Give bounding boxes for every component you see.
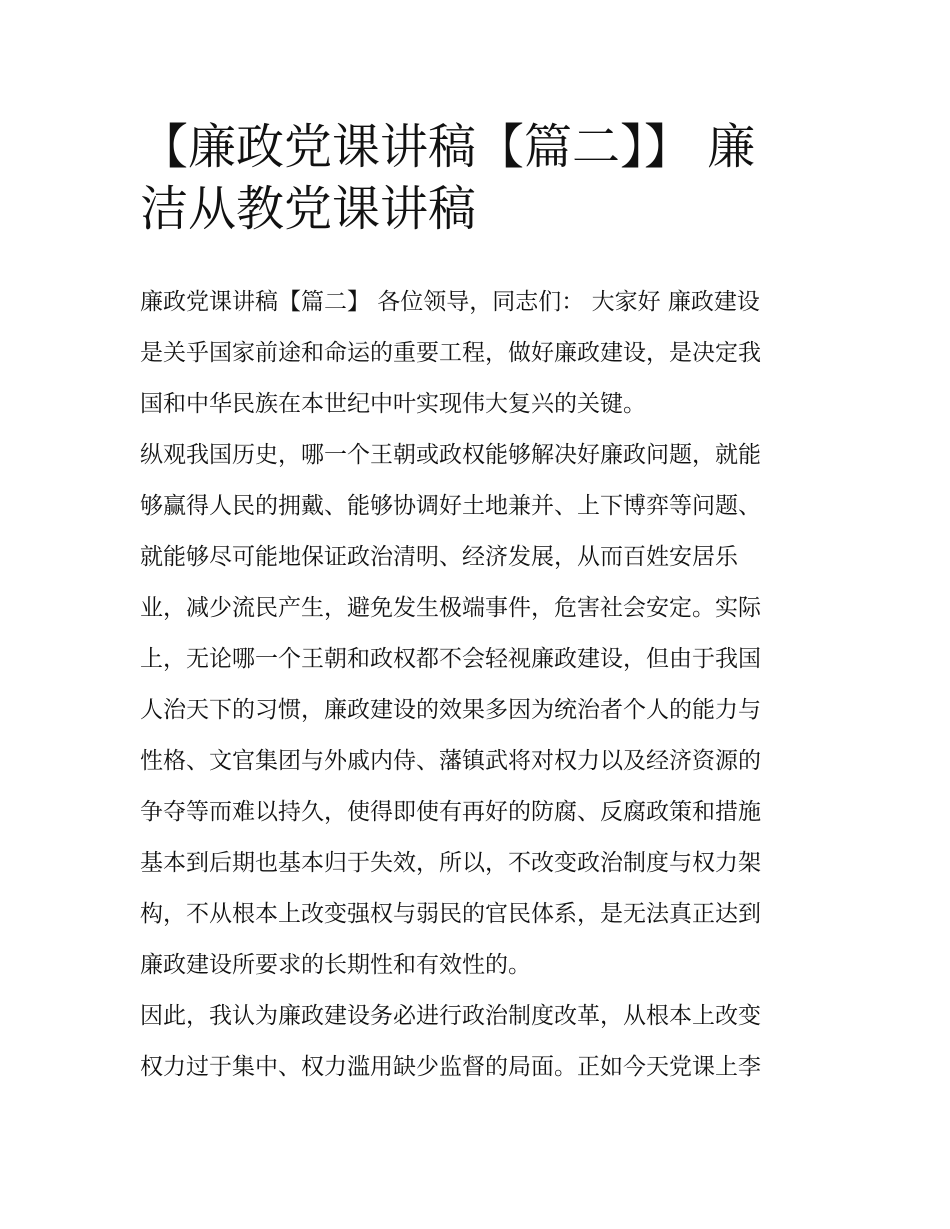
title-line: 【廉政党课讲稿【篇二】】 廉: [140, 119, 756, 175]
text-line: 基本到后期也基本归于失效，所以，不改变政治制度与权力架: [140, 850, 761, 876]
text-line: 够赢得人民的拥戴、能够协调好土地兼并、上下博弈等问题、: [140, 493, 761, 519]
text-line: 廉政党课讲稿【篇二】 各位领导，同志们： 大家好 廉政建设: [140, 289, 760, 315]
document-title: [140, 116, 820, 240]
title-line: 洁从教党课讲稿: [140, 181, 477, 237]
document-body: [140, 277, 820, 1093]
text-line: 性格、文官集团与外戚内侍、藩镇武将对权力以及经济资源的: [140, 748, 761, 774]
text-line: 构，不从根本上改变强权与弱民的官民体系，是无法真正达到: [140, 901, 761, 927]
text-line: 就能够尽可能地保证政治清明、经济发展，从而百姓安居乐: [140, 544, 738, 570]
text-line: 因此，我认为廉政建设务必进行政治制度改革，从根本上改变: [140, 1003, 761, 1029]
text-line: 是关乎国家前途和命运的重要工程，做好廉政建设，是决定我: [140, 340, 761, 366]
paragraph: [140, 991, 820, 1093]
text-line: 人治天下的习惯，廉政建设的效果多因为统治者个人的能力与: [140, 697, 761, 723]
text-line: 争夺等而难以持久，使得即使有再好的防腐、反腐政策和措施: [140, 799, 761, 825]
paragraph: [140, 430, 820, 991]
text-line: 纵观我国历史，哪一个王朝或政权能够解决好廉政问题，就能: [140, 442, 761, 468]
text-line: 权力过于集中、权力滥用缺少监督的局面。正如今天党课上李: [140, 1054, 761, 1080]
text-line: 廉政建设所要求的长期性和有效性的。: [140, 952, 531, 978]
text-line: 上，无论哪一个王朝和政权都不会轻视廉政建设，但由于我国: [140, 646, 761, 672]
paragraph: [140, 277, 820, 430]
text-line: 国和中华民族在本世纪中叶实现伟大复兴的关键。: [140, 391, 646, 417]
text-line: 业，减少流民产生，避免发生极端事件，危害社会安定。实际: [140, 595, 761, 621]
